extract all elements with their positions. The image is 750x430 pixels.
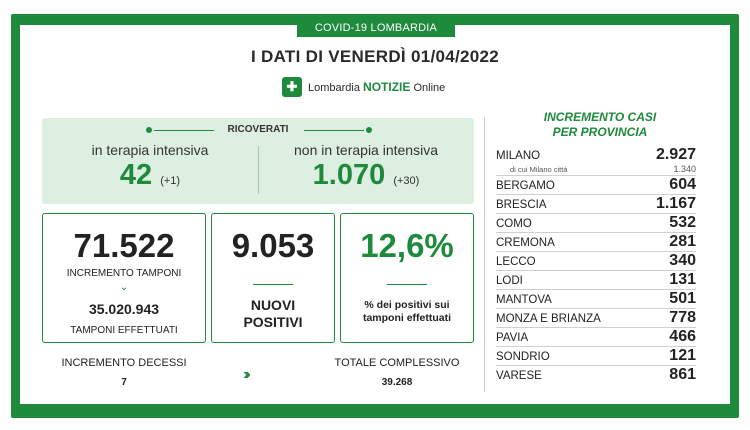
province-row (496, 366, 696, 385)
cross-logo-icon: ✚ (282, 77, 302, 97)
province-title-line-1: INCREMENTO CASI (543, 110, 657, 124)
brand-logo[interactable] (282, 77, 445, 97)
province-row (496, 290, 696, 309)
non-icu-value: 1.070 (312, 159, 386, 191)
positivity-rate-value: 12,6% (360, 227, 454, 264)
arrows-right-icon: ››› (243, 366, 247, 383)
new-positives-label-2: POSITIVI (243, 314, 303, 330)
hospitalized-heading: RICOVERATI (227, 124, 289, 135)
chevron-down-icon: ⌄ (119, 282, 129, 293)
tests-increment-label: INCREMENTO TAMPONI (66, 268, 182, 279)
deaths-total-label: TOTALE COMPLESSIVO (334, 357, 460, 369)
province-title (500, 110, 700, 140)
positivity-rate-box (340, 213, 474, 343)
logo-brand: Lombardia (308, 82, 360, 94)
province-row (496, 328, 696, 347)
province-name: PAVIA (496, 332, 529, 344)
province-name: VARESE (496, 370, 542, 382)
divider-line (304, 130, 364, 131)
province-value: 1.167 (655, 195, 696, 212)
milano-city-label: di cui Milano città (510, 165, 568, 174)
new-positives-value: 9.053 (231, 227, 315, 264)
province-value: 131 (669, 271, 696, 288)
province-row (496, 233, 696, 252)
province-value: 861 (669, 366, 696, 383)
new-positives-box (211, 213, 335, 343)
tests-box (42, 213, 206, 343)
tests-increment-value: 71.522 (73, 227, 175, 264)
page-title: I DATI DI VENERDÌ 01/04/2022 (250, 47, 500, 66)
logo-online: Online (413, 82, 446, 94)
non-icu-block (258, 142, 474, 198)
province-value: 532 (669, 214, 696, 231)
divider-line (387, 284, 427, 285)
province-row (496, 309, 696, 328)
province-value: 501 (669, 290, 696, 307)
logo-notizie: NOTIZIE (363, 80, 411, 94)
province-row (496, 252, 696, 271)
province-name: SONDRIO (496, 351, 550, 363)
non-icu-value-line (258, 158, 474, 198)
tests-total-label: TAMPONI EFFETTUATI (70, 325, 178, 336)
province-row (496, 271, 696, 290)
deaths-increment-label: INCREMENTO DECESSI (61, 357, 187, 369)
province-name: BRESCIA (496, 199, 547, 211)
icu-delta: (+1) (160, 175, 181, 187)
province-row-milano (496, 146, 696, 176)
icu-label: in terapia intensiva (91, 142, 209, 158)
province-value: 604 (669, 176, 696, 193)
province-value: 778 (669, 309, 696, 326)
province-name: CREMONA (496, 237, 555, 249)
province-name: MILANO (496, 150, 541, 162)
province-name: MONZA E BRIANZA (496, 313, 601, 325)
province-value: 121 (669, 347, 696, 364)
divider-line (253, 284, 293, 285)
logo-text (308, 80, 445, 94)
panel-separator (484, 117, 485, 392)
province-row (496, 176, 696, 195)
positivity-rate-label-1: % dei positivi sui (364, 299, 450, 311)
province-name: MANTOVA (496, 294, 552, 306)
tests-total-value: 35.020.943 (88, 301, 160, 317)
province-title-line-2: PER PROVINCIA (552, 125, 648, 139)
province-name: COMO (496, 218, 532, 230)
icu-value: 42 (119, 159, 153, 191)
icu-block (42, 142, 258, 198)
province-value: 2.927 (655, 146, 696, 163)
province-value: 340 (669, 252, 696, 269)
milano-city-value: 1.340 (673, 164, 696, 174)
header-badge: COVID-19 LOMBARDIA (297, 20, 455, 37)
positivity-rate-label-2: tamponi effettuati (362, 312, 452, 324)
province-name: BERGAMO (496, 180, 555, 192)
province-value: 466 (669, 328, 696, 345)
non-icu-delta: (+30) (393, 175, 420, 187)
deaths-increment-value: 7 (121, 377, 127, 388)
dot-right-icon (366, 127, 372, 133)
province-row (496, 347, 696, 366)
province-value: 281 (669, 233, 696, 250)
province-name: LODI (496, 275, 523, 287)
non-icu-label: non in terapia intensiva (294, 142, 438, 158)
province-name: LECCO (496, 256, 536, 268)
icu-value-line (42, 158, 258, 198)
hospitalized-panel (42, 118, 474, 204)
province-list (496, 146, 696, 385)
deaths-total-value: 39.268 (381, 377, 413, 388)
province-row (496, 214, 696, 233)
new-positives-label-1: NUOVI (250, 297, 296, 313)
province-row (496, 195, 696, 214)
